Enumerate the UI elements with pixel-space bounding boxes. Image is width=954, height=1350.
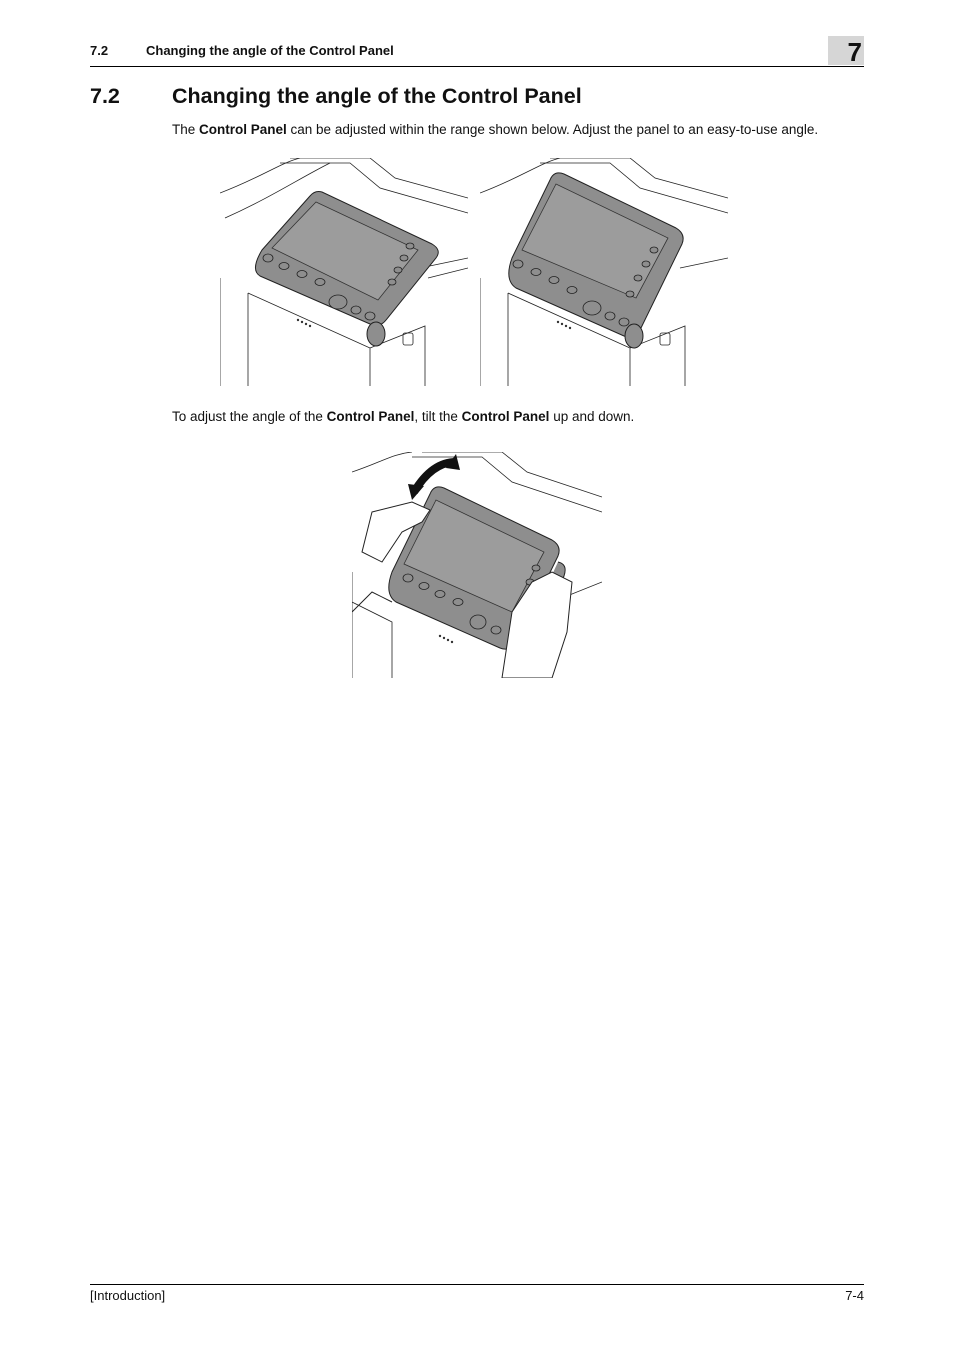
header-section-number: 7.2 — [90, 43, 109, 58]
footer-chapter-name: [Introduction] — [90, 1288, 166, 1303]
term-control-panel: Control Panel — [461, 409, 550, 424]
control-panel-high-angle-illustration — [480, 158, 728, 386]
footer-page-number: 7-4 — [845, 1288, 864, 1303]
tilt-panel-hands-illustration — [352, 452, 602, 678]
section-heading-number: 7.2 — [90, 84, 120, 108]
term-control-panel: Control Panel — [199, 122, 287, 137]
term-control-panel: Control Panel — [326, 409, 415, 424]
control-panel-low-angle-illustration — [220, 158, 468, 386]
intro-paragraph: The Control Panel can be adjusted within the range shown below. Adjust the panel to an easy-to-use angle. — [172, 122, 819, 137]
header-section-title: Changing the angle of the Control Panel — [146, 43, 394, 58]
section-heading-title: Changing the angle of the Control Panel — [172, 84, 582, 108]
chapter-number-badge: 7 — [828, 36, 864, 65]
running-header — [90, 38, 864, 67]
page-footer — [90, 1284, 864, 1303]
adjust-instruction-paragraph: To adjust the angle of the Control Panel, tilt the Control Panel up and down. — [172, 409, 635, 424]
